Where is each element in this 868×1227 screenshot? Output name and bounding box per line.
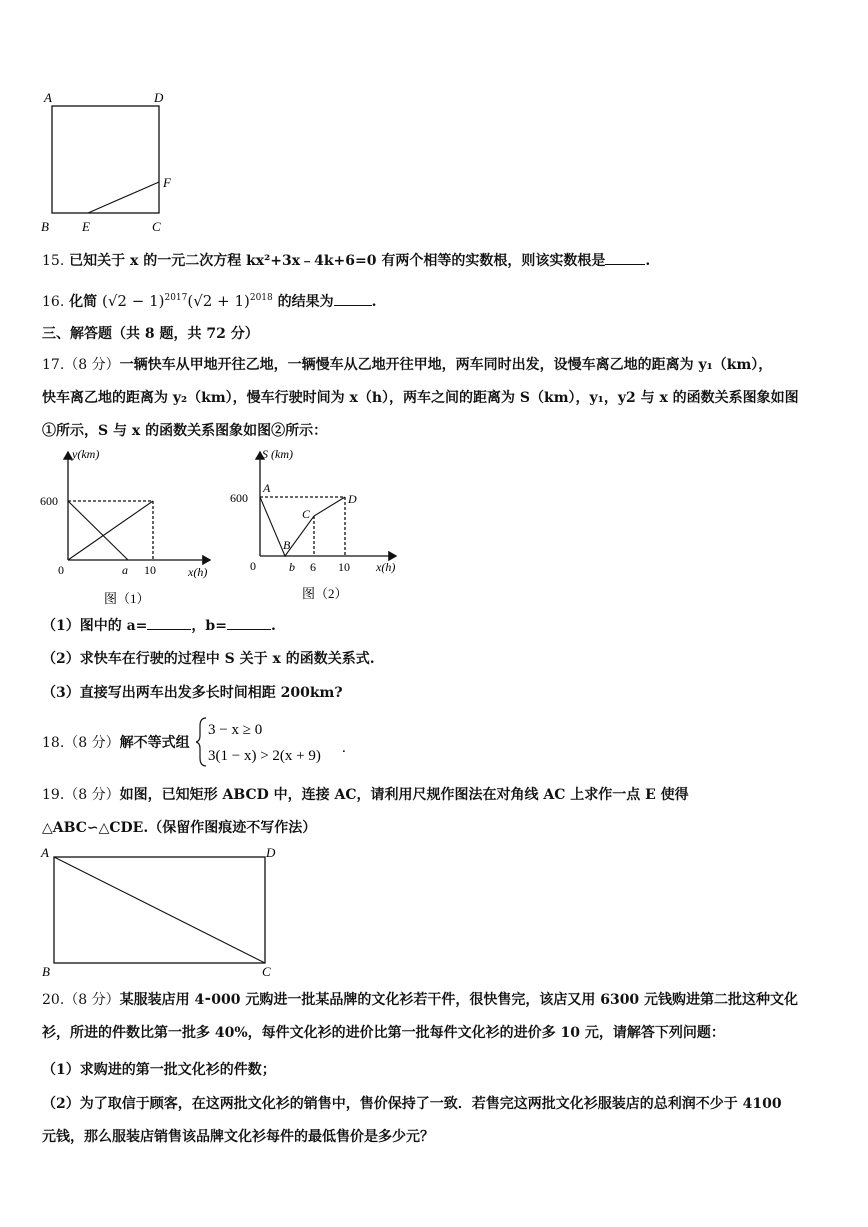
question-score: （8 分） <box>64 992 120 1008</box>
question-17-sub3: （3）直接写出两车出发多长时间相距 200km? <box>42 685 343 701</box>
label-b: B <box>42 964 50 979</box>
tick-6: 6 <box>310 560 316 574</box>
question-end: . <box>645 253 651 269</box>
answer-blank-b <box>227 617 271 630</box>
question-number: 17. <box>42 357 65 373</box>
inequality-2: 3(1 − x) > 2(x + 9) <box>208 748 321 764</box>
question-17-line3: ①所示，S 与 x 的函数关系图象如图②所示： <box>42 423 328 439</box>
question-20-sub1: （1）求购进的第一批文化衫的件数； <box>42 1062 276 1078</box>
question-text: 如图，已知矩形 ABCD 中，连接 AC，请利用尺规作图法在对角线 AC 上求作一点 E 使得 <box>119 787 689 803</box>
origin-label: 0 <box>58 563 64 577</box>
point-b: B <box>283 538 291 552</box>
tick-600: 600 <box>40 494 58 508</box>
question-16 <box>42 289 377 311</box>
question-20-line2: 衫，所进的件数比第一批多 40%，每件文化衫的进价比第一批每件文化衫的进价多 10 元，请解答下列问题： <box>42 1025 725 1041</box>
question-end: . <box>371 294 377 310</box>
inequality-end: . <box>342 740 346 756</box>
question-text: 一辆快车从甲地开往乙地，一辆慢车从乙地开往甲地，两车同时出发，设慢车离乙地的距离为 y₁（km）， <box>119 357 773 373</box>
tick-600: 600 <box>230 491 248 505</box>
question-19-line2: △ABC∽△CDE.（保留作图痕迹不写作法） <box>42 820 317 836</box>
label-e: E <box>82 219 90 234</box>
question-text-2: 的结果为 <box>277 294 334 310</box>
label-a: A <box>44 90 52 105</box>
sub-question-text: （1）图中的 a= <box>42 618 148 634</box>
tick-a: a <box>122 563 128 577</box>
question-score: （8 分） <box>64 787 120 803</box>
question-20-sub2a: （2）为了取信于顾客，在这两批文化衫的销售中，售价保持了一致．若售完这两批文化衫服装店的总利润不少于 4100 <box>42 1096 782 1112</box>
question-text: 已知关于 x 的一元二次方程 kx²+3x﹣4k+6=0 有两个相等的实数根，则该实数根是 <box>69 253 606 269</box>
inequality-1: 3 − x ≥ 0 <box>208 722 263 738</box>
origin-label: 0 <box>250 559 256 573</box>
slow-car-line <box>68 501 153 560</box>
rectangle-figure <box>36 842 286 982</box>
label-c: C <box>152 219 161 234</box>
question-text: 解不等式组 <box>119 735 190 751</box>
question-number: 15. <box>42 253 65 269</box>
label-d: D <box>266 845 276 860</box>
answer-blank <box>334 293 372 306</box>
exponent-2: 2018 <box>249 293 273 303</box>
question-20-sub2b: 元钱，那么服装店销售该品牌文化衫每件的最低售价是多少元？ <box>42 1129 434 1145</box>
point-d: D <box>348 492 357 506</box>
question-number: 18. <box>42 735 65 751</box>
answer-blank <box>605 252 645 265</box>
label-c: C <box>262 964 271 979</box>
distance-graph <box>260 497 345 556</box>
y-axis-label: y(km) <box>72 447 100 461</box>
inequality-system <box>196 714 356 770</box>
sub-question-end: . <box>270 618 276 634</box>
question-20-line1 <box>42 991 798 1009</box>
question-17-sub2: （2）求快车在行驶的过程中 S 关于 x 的函数关系式. <box>42 651 375 667</box>
question-text: 化简 <box>69 294 98 310</box>
answer-blank-a <box>147 617 191 630</box>
label-d: D <box>154 90 164 105</box>
tick-b: b <box>289 560 295 574</box>
question-18 <box>42 734 190 752</box>
graph-figure-2 <box>228 446 418 606</box>
section-header: 三、解答题（共 8 题，共 72 分） <box>42 326 259 342</box>
figure-caption: 图（2） <box>302 586 348 601</box>
label-a: A <box>41 845 49 860</box>
y-axis-label: S (km) <box>262 447 293 461</box>
question-score: （8 分） <box>64 357 120 373</box>
question-17-line1 <box>42 356 772 374</box>
question-number: 20. <box>42 992 65 1008</box>
question-17-sub1 <box>42 617 276 635</box>
square-figure <box>36 86 196 236</box>
x-axis-label: x(h) <box>376 560 396 574</box>
label-f: F <box>163 175 171 190</box>
tick-10: 10 <box>338 560 350 574</box>
fast-car-line <box>68 501 128 560</box>
question-17-line2: 快车离乙地的距离为 y₂（km），慢车行驶时间为 x（h），两车之间的距离为 S（km），y₁，y2 与 x 的函数关系图象如图 <box>42 390 799 406</box>
point-a: A <box>263 481 271 495</box>
sub-question-text-b: ，b= <box>191 618 227 634</box>
question-score: （8 分） <box>64 735 120 751</box>
question-number: 19. <box>42 787 65 803</box>
exponent-1: 2017 <box>164 293 188 303</box>
graph-figure-1 <box>38 446 228 610</box>
point-c: C <box>302 507 311 521</box>
question-text: 某服装店用 4⁃000 元购进一批某品牌的文化衫若干件，很快售完，该店又用 6300 元钱购进第二批这种文化 <box>119 992 799 1008</box>
x-axis-label: x(h) <box>188 565 208 579</box>
question-number: 16. <box>42 294 65 310</box>
tick-10: 10 <box>144 563 156 577</box>
math-expression: $(√2 - 1)^{2017}(√2 + 1)^{2018}$ <box>102 292 273 310</box>
question-19-line1 <box>42 786 689 804</box>
question-15 <box>42 252 650 270</box>
figure-caption: 图（1） <box>104 591 150 606</box>
label-b: B <box>41 219 49 234</box>
